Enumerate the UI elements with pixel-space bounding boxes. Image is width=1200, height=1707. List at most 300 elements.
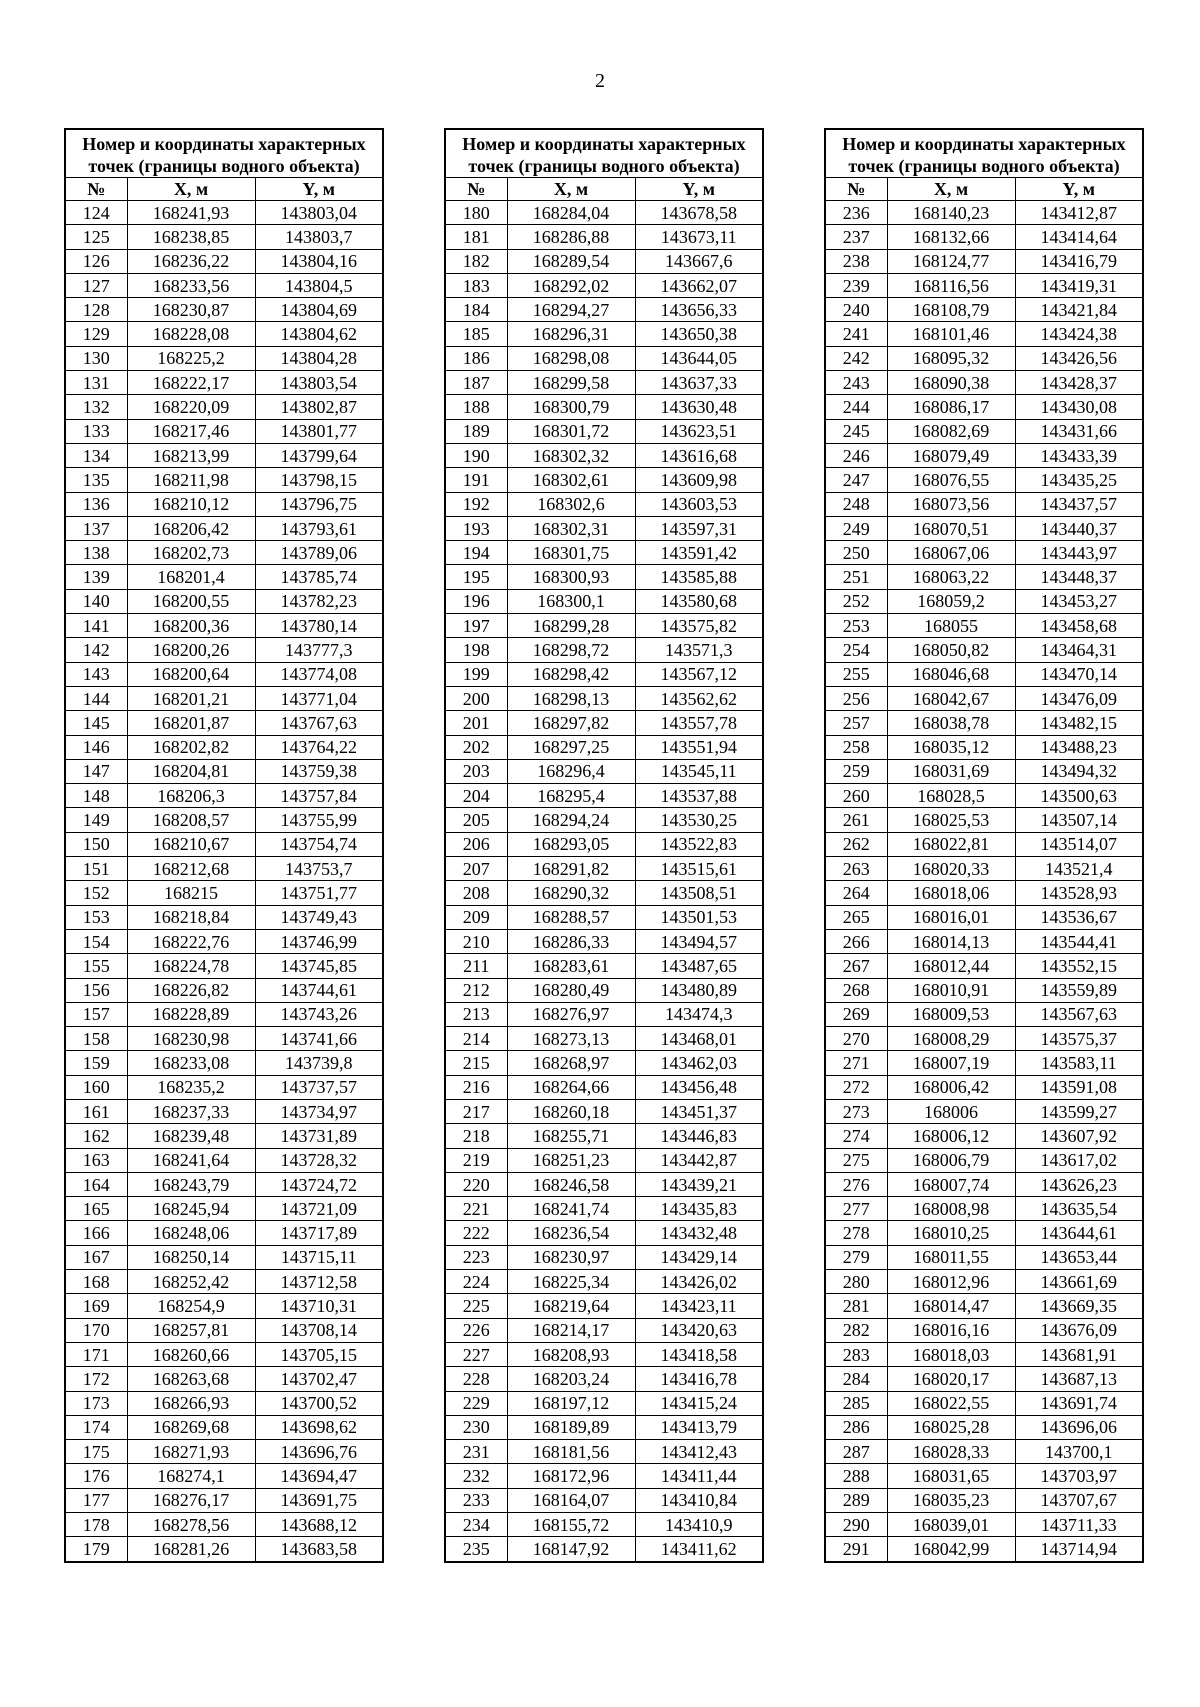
x-coordinate-cell: 168018,06 [887,881,1015,905]
point-number-cell: 273 [825,1099,887,1123]
x-coordinate-cell: 168007,19 [887,1051,1015,1075]
table-row [65,832,383,856]
x-coordinate-cell: 168260,66 [127,1342,255,1366]
point-number-cell: 208 [445,881,507,905]
y-coordinate-cell: 143508,51 [635,881,763,905]
point-number-cell: 175 [65,1440,127,1464]
y-coordinate-cell: 143759,38 [255,759,383,783]
x-coordinate-cell: 168215 [127,881,255,905]
y-coordinate-cell: 143536,67 [1015,905,1143,929]
y-coordinate-cell: 143424,38 [1015,322,1143,346]
point-number-cell: 186 [445,346,507,370]
table-row [445,565,763,589]
point-number-cell: 239 [825,273,887,297]
x-coordinate-cell: 168276,17 [127,1488,255,1512]
y-coordinate-cell: 143446,83 [635,1124,763,1148]
table-row [65,1513,383,1537]
y-coordinate-cell: 143771,04 [255,686,383,710]
table-row [445,1513,763,1537]
x-coordinate-cell: 168189,89 [507,1415,635,1439]
table-row [445,735,763,759]
y-coordinate-cell: 143423,11 [635,1294,763,1318]
y-coordinate-cell: 143411,62 [635,1537,763,1562]
y-coordinate-cell: 143661,69 [1015,1270,1143,1294]
y-coordinate-cell: 143545,11 [635,759,763,783]
table-row [445,1415,763,1439]
table-row [825,1294,1143,1318]
x-coordinate-cell: 168225,34 [507,1270,635,1294]
table-row [65,1172,383,1196]
table-row [65,298,383,322]
point-number-cell: 146 [65,735,127,759]
point-number-cell: 226 [445,1318,507,1342]
table-row [65,541,383,565]
x-coordinate-cell: 168222,17 [127,371,255,395]
y-coordinate-cell: 143426,02 [635,1270,763,1294]
table-row [825,1513,1143,1537]
y-coordinate-cell: 143712,58 [255,1270,383,1294]
table-row [445,881,763,905]
table-row [65,468,383,492]
x-coordinate-cell: 168211,98 [127,468,255,492]
table-row [445,686,763,710]
x-coordinate-cell: 168268,97 [507,1051,635,1075]
point-number-cell: 233 [445,1488,507,1512]
table-row [65,759,383,783]
y-coordinate-cell: 143803,7 [255,225,383,249]
y-coordinate-cell: 143644,61 [1015,1221,1143,1245]
table-row [445,589,763,613]
table-row [445,1051,763,1075]
x-coordinate-cell: 168022,81 [887,832,1015,856]
point-number-cell: 187 [445,371,507,395]
x-coordinate-cell: 168300,79 [507,395,635,419]
y-coordinate-cell: 143418,58 [635,1342,763,1366]
x-coordinate-cell: 168208,57 [127,808,255,832]
x-coordinate-cell: 168020,33 [887,857,1015,881]
point-number-cell: 209 [445,905,507,929]
x-coordinate-cell: 168124,77 [887,249,1015,273]
point-number-cell: 190 [445,443,507,467]
point-number-cell: 147 [65,759,127,783]
point-number-cell: 274 [825,1124,887,1148]
table-row [445,759,763,783]
x-coordinate-cell: 168140,23 [887,201,1015,225]
point-number-cell: 280 [825,1270,887,1294]
table-row [825,759,1143,783]
point-number-cell: 141 [65,614,127,638]
y-coordinate-cell: 143607,92 [1015,1124,1143,1148]
y-coordinate-cell: 143804,16 [255,249,383,273]
y-coordinate-cell: 143410,9 [635,1513,763,1537]
y-coordinate-cell: 143544,41 [1015,929,1143,953]
coordinate-table-3 [824,128,1144,1563]
x-coordinate-cell: 168050,82 [887,638,1015,662]
x-coordinate-cell: 168006,12 [887,1124,1015,1148]
table-row [825,589,1143,613]
x-coordinate-cell: 168108,79 [887,298,1015,322]
y-coordinate-cell: 143482,15 [1015,711,1143,735]
table-row [65,1221,383,1245]
x-coordinate-cell: 168280,49 [507,978,635,1002]
point-number-cell: 265 [825,905,887,929]
table-row [65,371,383,395]
point-number-cell: 171 [65,1342,127,1366]
point-number-cell: 159 [65,1051,127,1075]
y-coordinate-cell: 143705,15 [255,1342,383,1366]
point-number-cell: 204 [445,784,507,808]
y-coordinate-cell: 143528,93 [1015,881,1143,905]
y-coordinate-cell: 143515,61 [635,857,763,881]
y-coordinate-cell: 143804,69 [255,298,383,322]
table-row [825,735,1143,759]
y-coordinate-cell: 143745,85 [255,954,383,978]
y-coordinate-cell: 143737,57 [255,1075,383,1099]
table-row [445,1099,763,1123]
table-row [65,1002,383,1026]
y-coordinate-cell: 143420,63 [635,1318,763,1342]
table-row [65,419,383,443]
y-coordinate-cell: 143431,66 [1015,419,1143,443]
x-coordinate-cell: 168278,56 [127,1513,255,1537]
x-coordinate-cell: 168172,96 [507,1464,635,1488]
table-row [445,929,763,953]
table-row [445,201,763,225]
point-number-cell: 176 [65,1464,127,1488]
point-number-cell: 126 [65,249,127,273]
y-coordinate-cell: 143557,78 [635,711,763,735]
y-coordinate-cell: 143430,08 [1015,395,1143,419]
table-row [825,1172,1143,1196]
table-row [445,1245,763,1269]
table-row [445,468,763,492]
x-coordinate-cell: 168067,06 [887,541,1015,565]
x-coordinate-cell: 168155,72 [507,1513,635,1537]
x-coordinate-cell: 168210,12 [127,492,255,516]
x-coordinate-cell: 168012,44 [887,954,1015,978]
y-coordinate-cell: 143796,75 [255,492,383,516]
point-number-cell: 174 [65,1415,127,1439]
point-number-cell: 259 [825,759,887,783]
table-row [65,978,383,1002]
table-row [825,662,1143,686]
y-coordinate-cell: 143799,64 [255,443,383,467]
x-coordinate-cell: 168090,38 [887,371,1015,395]
point-number-cell: 261 [825,808,887,832]
point-number-cell: 194 [445,541,507,565]
point-number-cell: 131 [65,371,127,395]
y-coordinate-cell: 143559,89 [1015,978,1143,1002]
x-coordinate-cell: 168059,2 [887,589,1015,613]
y-coordinate-cell: 143793,61 [255,516,383,540]
x-coordinate-cell: 168010,25 [887,1221,1015,1245]
table-row [825,225,1143,249]
y-coordinate-cell: 143764,22 [255,735,383,759]
x-coordinate-cell: 168286,33 [507,929,635,953]
point-number-cell: 199 [445,662,507,686]
table-row [65,686,383,710]
point-number-cell: 205 [445,808,507,832]
y-coordinate-cell: 143785,74 [255,565,383,589]
x-coordinate-cell: 168206,42 [127,516,255,540]
point-number-cell: 269 [825,1002,887,1026]
point-number-cell: 155 [65,954,127,978]
y-coordinate-cell: 143580,68 [635,589,763,613]
point-number-cell: 246 [825,443,887,467]
point-number-cell: 243 [825,371,887,395]
y-coordinate-cell: 143669,35 [1015,1294,1143,1318]
table-row [445,322,763,346]
table-row [825,1051,1143,1075]
y-coordinate-cell: 143673,11 [635,225,763,249]
x-coordinate-cell: 168233,56 [127,273,255,297]
y-coordinate-cell: 143678,58 [635,201,763,225]
table-row [445,1075,763,1099]
y-coordinate-cell: 143453,27 [1015,589,1143,613]
x-coordinate-cell: 168276,97 [507,1002,635,1026]
x-coordinate-cell: 168238,85 [127,225,255,249]
table-row [825,1342,1143,1366]
x-coordinate-cell: 168076,55 [887,468,1015,492]
x-coordinate-cell: 168055 [887,614,1015,638]
point-number-cell: 172 [65,1367,127,1391]
point-number-cell: 200 [445,686,507,710]
point-number-cell: 133 [65,419,127,443]
point-number-cell: 241 [825,322,887,346]
y-coordinate-cell: 143804,62 [255,322,383,346]
table-row [825,565,1143,589]
x-coordinate-cell: 168263,68 [127,1367,255,1391]
point-number-cell: 223 [445,1245,507,1269]
y-coordinate-cell: 143803,54 [255,371,383,395]
x-coordinate-cell: 168236,22 [127,249,255,273]
table-row [65,1464,383,1488]
x-coordinate-cell: 168046,68 [887,662,1015,686]
x-coordinate-cell: 168217,46 [127,419,255,443]
table-row [65,638,383,662]
point-number-cell: 197 [445,614,507,638]
table-row [445,784,763,808]
x-coordinate-cell: 168283,61 [507,954,635,978]
y-coordinate-cell: 143591,08 [1015,1075,1143,1099]
column-header-x: X, м [887,178,1015,201]
x-coordinate-cell: 168250,14 [127,1245,255,1269]
y-coordinate-cell: 143603,53 [635,492,763,516]
table-row [445,978,763,1002]
x-coordinate-cell: 168214,17 [507,1318,635,1342]
table-row [65,589,383,613]
point-number-cell: 264 [825,881,887,905]
table-row [825,1002,1143,1026]
table-row [825,638,1143,662]
y-coordinate-cell: 143681,91 [1015,1342,1143,1366]
y-coordinate-cell: 143562,62 [635,686,763,710]
y-coordinate-cell: 143464,31 [1015,638,1143,662]
y-coordinate-cell: 143688,12 [255,1513,383,1537]
y-coordinate-cell: 143435,83 [635,1197,763,1221]
table-row [825,1488,1143,1512]
x-coordinate-cell: 168222,76 [127,929,255,953]
x-coordinate-cell: 168202,82 [127,735,255,759]
x-coordinate-cell: 168200,36 [127,614,255,638]
table-row [65,881,383,905]
x-coordinate-cell: 168236,54 [507,1221,635,1245]
x-coordinate-cell: 168025,53 [887,808,1015,832]
y-coordinate-cell: 143650,38 [635,322,763,346]
y-coordinate-cell: 143626,23 [1015,1172,1143,1196]
table-row [445,905,763,929]
column-header-y: Y, м [1015,178,1143,201]
x-coordinate-cell: 168241,74 [507,1197,635,1221]
point-number-cell: 196 [445,589,507,613]
y-coordinate-cell: 143432,48 [635,1221,763,1245]
table-row [825,711,1143,735]
point-number-cell: 266 [825,929,887,953]
table-row [825,492,1143,516]
y-coordinate-cell: 143500,63 [1015,784,1143,808]
x-coordinate-cell: 168292,02 [507,273,635,297]
x-coordinate-cell: 168245,94 [127,1197,255,1221]
table-row [445,1488,763,1512]
y-coordinate-cell: 143591,42 [635,541,763,565]
y-coordinate-cell: 143696,76 [255,1440,383,1464]
point-number-cell: 219 [445,1148,507,1172]
table-row [825,371,1143,395]
x-coordinate-cell: 168202,73 [127,541,255,565]
y-coordinate-cell: 143700,52 [255,1391,383,1415]
y-coordinate-cell: 143707,67 [1015,1488,1143,1512]
table-row [825,808,1143,832]
y-coordinate-cell: 143721,09 [255,1197,383,1221]
point-number-cell: 252 [825,589,887,613]
table-row [65,1051,383,1075]
x-coordinate-cell: 168201,21 [127,686,255,710]
table-row [825,1245,1143,1269]
y-coordinate-cell: 143567,63 [1015,1002,1143,1026]
y-coordinate-cell: 143617,02 [1015,1148,1143,1172]
x-coordinate-cell: 168251,23 [507,1148,635,1172]
y-coordinate-cell: 143711,33 [1015,1513,1143,1537]
point-number-cell: 275 [825,1148,887,1172]
point-number-cell: 276 [825,1172,887,1196]
table-row [825,1440,1143,1464]
table-row [825,832,1143,856]
table-row [65,808,383,832]
table-row [445,1124,763,1148]
table-row [825,978,1143,1002]
table-row [445,1537,763,1562]
x-coordinate-cell: 168224,78 [127,954,255,978]
y-coordinate-cell: 143494,57 [635,929,763,953]
x-coordinate-cell: 168042,67 [887,686,1015,710]
point-number-cell: 178 [65,1513,127,1537]
y-coordinate-cell: 143743,26 [255,1002,383,1026]
y-coordinate-cell: 143731,89 [255,1124,383,1148]
x-coordinate-cell: 168016,01 [887,905,1015,929]
table-row [65,905,383,929]
point-number-cell: 154 [65,929,127,953]
x-coordinate-cell: 168006,79 [887,1148,1015,1172]
table-title: Номер и координаты характерных точек (границы водного объекта) [825,129,1143,178]
y-coordinate-cell: 143522,83 [635,832,763,856]
x-coordinate-cell: 168079,49 [887,443,1015,467]
y-coordinate-cell: 143451,37 [635,1099,763,1123]
point-number-cell: 165 [65,1197,127,1221]
table-row [825,954,1143,978]
x-coordinate-cell: 168210,67 [127,832,255,856]
column-header-number: № [825,178,887,201]
y-coordinate-cell: 143687,13 [1015,1367,1143,1391]
table-row [445,638,763,662]
table-row [825,1270,1143,1294]
y-coordinate-cell: 143412,43 [635,1440,763,1464]
column-header-x: X, м [507,178,635,201]
x-coordinate-cell: 168213,99 [127,443,255,467]
table-row [825,881,1143,905]
y-coordinate-cell: 143774,08 [255,662,383,686]
y-coordinate-cell: 143437,57 [1015,492,1143,516]
x-coordinate-cell: 168296,4 [507,759,635,783]
x-coordinate-cell: 168296,31 [507,322,635,346]
y-coordinate-cell: 143714,94 [1015,1537,1143,1562]
table-row [445,954,763,978]
x-coordinate-cell: 168010,91 [887,978,1015,1002]
point-number-cell: 134 [65,443,127,467]
x-coordinate-cell: 168273,13 [507,1027,635,1051]
y-coordinate-cell: 143734,97 [255,1099,383,1123]
x-coordinate-cell: 168063,22 [887,565,1015,589]
x-coordinate-cell: 168028,5 [887,784,1015,808]
table-row [65,346,383,370]
x-coordinate-cell: 168260,18 [507,1099,635,1123]
table-row [65,954,383,978]
y-coordinate-cell: 143780,14 [255,614,383,638]
x-coordinate-cell: 168011,55 [887,1245,1015,1269]
x-coordinate-cell: 168042,99 [887,1537,1015,1562]
y-coordinate-cell: 143599,27 [1015,1099,1143,1123]
x-coordinate-cell: 168243,79 [127,1172,255,1196]
y-coordinate-cell: 143804,28 [255,346,383,370]
y-coordinate-cell: 143694,47 [255,1464,383,1488]
x-coordinate-cell: 168203,24 [507,1367,635,1391]
point-number-cell: 282 [825,1318,887,1342]
x-coordinate-cell: 168031,65 [887,1464,1015,1488]
table-row [445,443,763,467]
point-number-cell: 249 [825,516,887,540]
table-row [825,1221,1143,1245]
y-coordinate-cell: 143691,74 [1015,1391,1143,1415]
x-coordinate-cell: 168020,17 [887,1367,1015,1391]
point-number-cell: 129 [65,322,127,346]
table-row [65,443,383,467]
point-number-cell: 286 [825,1415,887,1439]
page-number: 2 [595,70,605,92]
table-row [445,1172,763,1196]
y-coordinate-cell: 143751,77 [255,881,383,905]
point-number-cell: 291 [825,1537,887,1562]
table-row [65,1318,383,1342]
y-coordinate-cell: 143439,21 [635,1172,763,1196]
y-coordinate-cell: 143728,32 [255,1148,383,1172]
x-coordinate-cell: 168291,82 [507,857,635,881]
x-coordinate-cell: 168293,05 [507,832,635,856]
x-coordinate-cell: 168101,46 [887,322,1015,346]
x-coordinate-cell: 168284,04 [507,201,635,225]
x-coordinate-cell: 168070,51 [887,516,1015,540]
point-number-cell: 210 [445,929,507,953]
x-coordinate-cell: 168018,03 [887,1342,1015,1366]
table-title: Номер и координаты характерных точек (границы водного объекта) [445,129,763,178]
